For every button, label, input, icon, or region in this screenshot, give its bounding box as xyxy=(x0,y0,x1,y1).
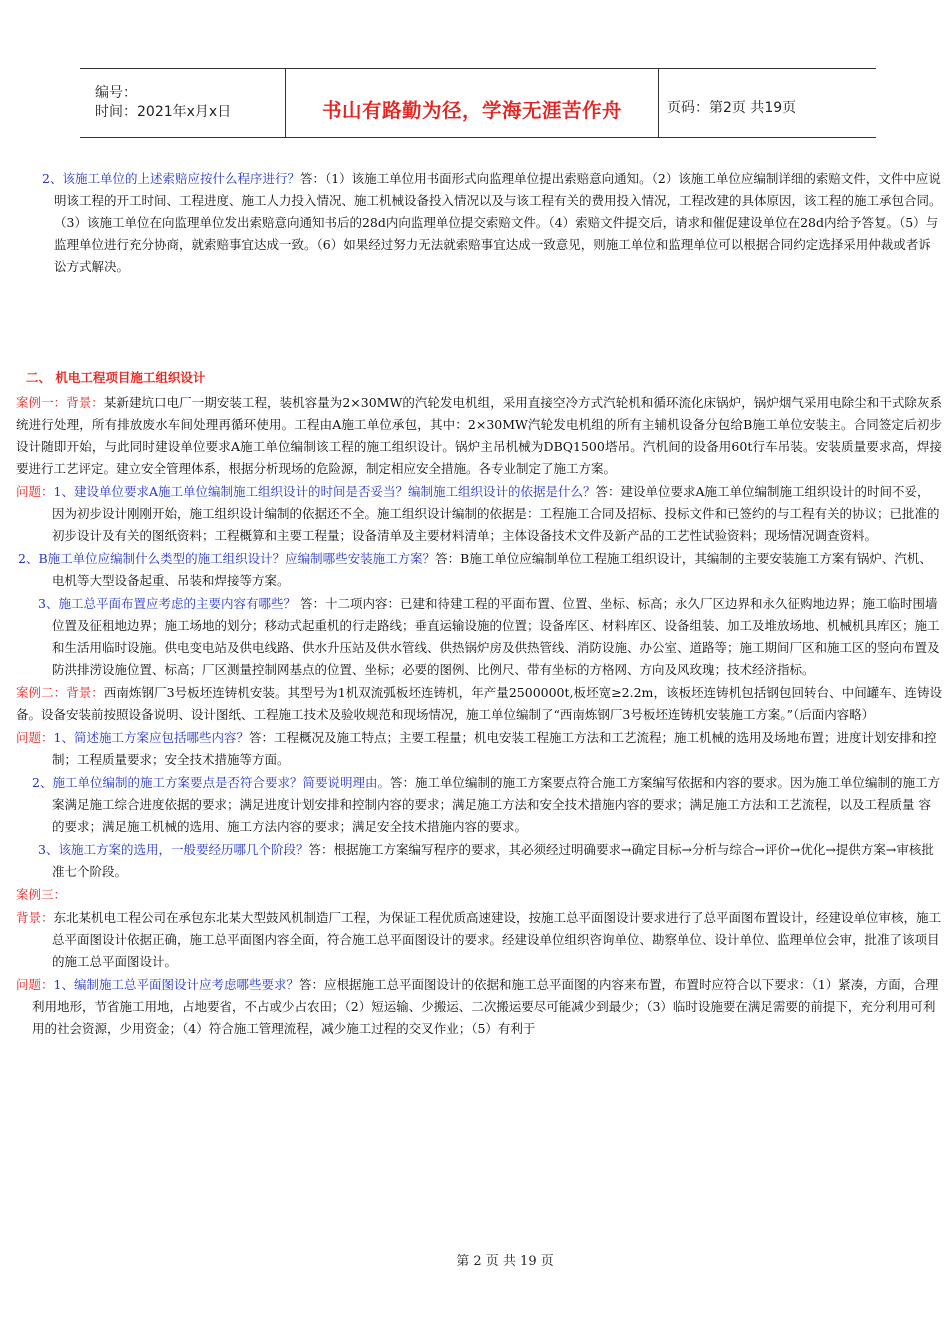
answer-text: 答：工程概况及施工特点；主要工程量；机电安装工程施工方法和工艺流程；施工机械的选用及场地布置；进度计划安排和控制；工程质量要求；安全技术措施等方面。 xyxy=(52,730,937,767)
section-title: 二、 机电工程项目施工组织设计 xyxy=(26,370,206,385)
page-label: 页码：第2页 共19页 xyxy=(667,100,797,116)
question-title: 1、建设单位要求A施工单位编制施工组织设计的时间是否妥当？编制施工组织设计的依据是什么？ xyxy=(53,484,596,499)
document-body xyxy=(16,168,942,1041)
case-background xyxy=(16,907,942,973)
question-paragraph xyxy=(16,772,942,838)
question-label: 问题： xyxy=(16,484,54,499)
time-label: 时间：2021年x月x日 xyxy=(95,104,232,120)
answer-text: 答：建设单位要求A施工单位编制施工组织设计的时间不妥，因为初步设计刚刚开始，施工组织设计编制的依据还不全。施工组织设计编制的依据是：工程施工合同及招标、投标文件和已签约的与工程有关的协议；已批准的初步设计及有关的图纸资料；工程概算和主要工程量；设备清单及主要材料清单；主体设备技术文件及新产品的工艺性试验资料；现场情况调查资料。 xyxy=(52,484,940,543)
header-page-cell xyxy=(659,69,876,137)
answer-text: 答：B施工单位应编制单位工程施工组织设计，其编制的主要安装施工方案有锅炉、汽机、电机等大型设备起重、吊装和焊接等方案。 xyxy=(52,551,932,588)
answer-text: 答：施工单位编制的施工方案要点符合施工方案编写依据和内容的要求。因为施工单位编制的施工方案满足施工综合进度依据的要求；满足进度计划安排和控制内容的要求；满足施工方法和安全技术措施内容的要求；满足施工方法和工艺流程，以及工程质量 容的要求；满足施工机械的选用、施工方法内容的要求；满足安全技术措施内容的要求。 xyxy=(52,775,940,834)
question-paragraph xyxy=(16,839,942,883)
page-header xyxy=(80,68,876,138)
question-title: 3、施工总平面布置应考虑的主要内容有哪些？ xyxy=(38,596,296,611)
question-paragraph xyxy=(16,548,942,592)
question-label: 问题： xyxy=(16,730,54,745)
question-title: 1、编制施工总平面图设计应考虑哪些要求？ xyxy=(53,977,299,992)
background-text: 某新建坑口电厂一期安装工程，装机容量为2×30MW的汽轮发电机组，采用直接空冷方式汽轮机和循环流化床锅炉，锅炉烟气采用电除尘和干式除灰系统进行处理，所有排放废水车间处理再循环使用。工程由A施工单位承包，其中：2×30MW汽轮发电机组的所有主辅机设备分包给B施工单位安装主。合同签定后初步设计随即开始，与此同时建设单位要求A施工单位编制该工程的施工组织设计。锅炉主吊机械为DBQ1500塔吊。汽机间的设备用60t行车吊装。安装质量要求高，焊接要进行工艺评定。建立安全管理体系，根据分析现场的危险源，制定相应安全措施。各专业制定了施工方案。 xyxy=(16,395,942,476)
answer-text: 答：根据施工方案编写程序的要求，其必须经过明确要求→确定目标→分析与综合→评价→优化→提供方案→审核批准七个阶段。 xyxy=(52,842,934,879)
answer-text: 答：（1）该施工单位用书面形式向监理单位提出索赔意向通知。（2）该施工单位应编制详细的索赔文件，文件中应说明该工程的开工时间、工程进度、施工人力投入情况、施工机械设备投入情况以及与该工程有关的费用投入情况，工程改建的具体原因，该工程的施工承包合同。（3）该施工单位在向监理单位发出索赔意向通知书后的28d内向监理单位提交索赔文件。（4）索赔文件提交后，请求和催促建设单位在28d内给予答复。（5）与监理单位进行充分协商，就索赔事宜达成一致。（6）如果经过努力无法就索赔事宜达成一致意见，则施工单位和监理单位可以根据合同约定选择采用仲裁或者诉讼方式解决。 xyxy=(54,171,942,274)
question-paragraph xyxy=(16,168,942,278)
blank-space xyxy=(16,279,942,367)
header-motto-cell xyxy=(286,69,659,137)
question-paragraph xyxy=(16,593,942,681)
question-title: 2、施工单位编制的施工方案要点是否符合要求？简要说明理由。 xyxy=(32,775,390,790)
case-background xyxy=(16,682,942,726)
question-title: 2、B施工单位应编制什么类型的施工组织设计？应编制哪些安装施工方案？ xyxy=(18,551,436,566)
case-label: 案例二： xyxy=(16,685,67,700)
case-heading xyxy=(16,884,942,906)
background-text: 西南炼钢厂3号板坯连铸机安装。其型号为1机双流弧板坯连铸机，年产量2500000t,板坯宽≥2.2m，该板坯连铸机包括钢包回转台、中间罐车、连铸设备。设备安装前按照设备说明、设计图纸、工程施工技术及验收规范和现场情况，施工单位编制了“西南炼钢厂3号板坯连铸机安装施工方案。”（后面内容略） xyxy=(16,685,942,722)
background-text: 东北某机电工程公司在承包东北某大型鼓风机制造厂工程，为保证工程优质高速建设，按施工总平面图设计要求进行了总平面图布置设计，经建设单位审核，施工总平面图设计依据正确，施工总平面图内容全面，符合施工总平面图设计的要求。经建设单位组织咨询单位、勘察单位、设计单位、监理单位会审，批准了该项目的施工总平面图设计。 xyxy=(52,910,942,969)
question-title: 3、该施工方案的选用，一般要经历哪几个阶段？ xyxy=(38,842,309,857)
background-label: 背景： xyxy=(66,685,104,700)
background-label: 背景： xyxy=(16,910,54,925)
motto: 书山有路勤为径，学海无涯苦作舟 xyxy=(321,99,622,122)
question-label: 问题： xyxy=(16,977,54,992)
answer-text: 答：十二项内容：已建和待建工程的平面布置、位置、坐标、标高；永久厂区边界和永久征购地边界；施工临时围墙位置及征租地边界；施工场地的划分；移动式起重机的行走路线；垂直运输设施的位置；设备库区、材料库区、设备组装、加工及堆放场地、机械机具库区；施工和生活用临时设施。供电变电站及供电线路、供水升压站及供水管线、供热锅炉房及供热管线、消防设施、办公室、道路等；施工期间厂区和施工区的竖向布置及防洪排涝设施位置、标高；厂区测量控制网基点的位置、坐标；必要的图例、比例尺、带有坐标的方格网、方向及风玫瑰；技术经济指标。 xyxy=(52,596,940,677)
case-label: 案例一： xyxy=(16,395,67,410)
header-meta xyxy=(80,69,286,137)
page-footer xyxy=(0,1250,950,1269)
question-paragraph xyxy=(16,727,942,771)
footer-page-number: 第 2 页 共 19 页 xyxy=(456,1254,554,1269)
question-title: 1、简述施工方案应包括哪些内容？ xyxy=(53,730,249,745)
case-label: 案例三： xyxy=(16,887,67,902)
question-title: 2、该施工单位的上述索赔应按什么程序进行？ xyxy=(42,171,300,186)
answer-text: 答：应根据施工总平面图设计的依据和施工总平面图的内容来布置，布置时应符合以下要求：（1）紧凑，方面，合理利用地形，节省施工用地，占地要省，不占或少占农田；（2）短运输、少搬运、二次搬运要尽可能减少到最少；（3）临时设施要在满足需要的前提下，充分利用可利用的社会资源，少用资金；（4）符合施工管理流程，减少施工过程的交叉作业；（5）有利于 xyxy=(32,977,939,1036)
case-background xyxy=(16,392,942,480)
number-label: 编号： xyxy=(95,85,137,101)
background-label: 背景： xyxy=(66,395,104,410)
question-paragraph xyxy=(16,974,942,1040)
question-paragraph xyxy=(16,481,942,547)
